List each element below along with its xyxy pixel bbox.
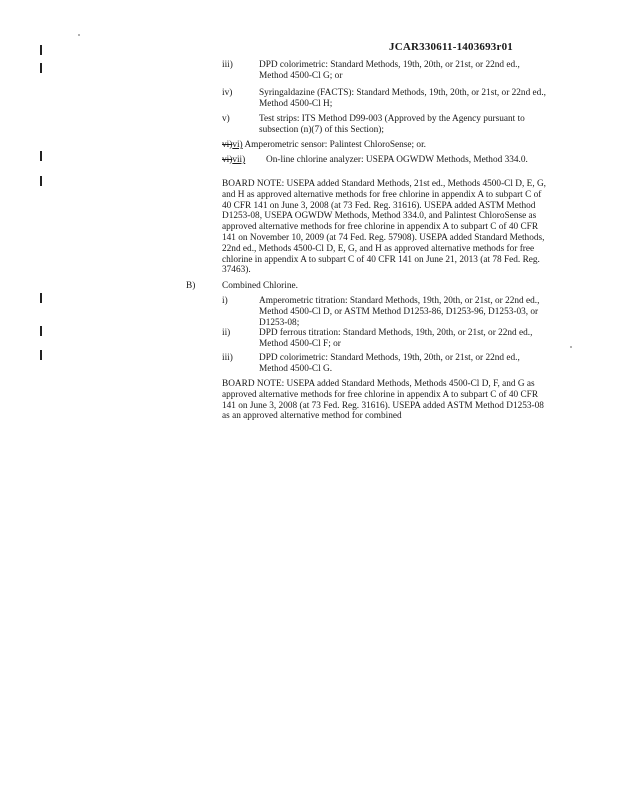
scan-speck — [570, 346, 572, 348]
section-marker: B) — [186, 281, 196, 291]
revision-bar — [40, 293, 42, 303]
inserted-marker: vii) — [232, 155, 246, 165]
revision-bar — [40, 350, 42, 360]
list-item — [222, 114, 547, 136]
list-marker: v) — [222, 114, 230, 124]
document-header-id: JCAR330611-1403693r01 — [389, 41, 513, 53]
struck-marker: vi) — [222, 155, 233, 165]
list-text: Syringaldazine (FACTS): Standard Methods, 19th, 20th, or 21st, or 22nd ed., Method 4500-Cl H; — [259, 88, 546, 109]
list-text: Amperometric titration: Standard Methods, 19th, 20th, or 21st, or 22nd ed., Method 4500-Cl D, or ASTM Method D1253-86, D1253-96, D1253-03, or D1253-08; — [259, 296, 540, 328]
revision-bar — [40, 326, 42, 336]
list-item-amended — [222, 155, 547, 166]
board-note: BOARD NOTE: USEPA added Standard Methods, Methods 4500-Cl D, F, and G as approved alternative methods for free chlorine in appendix A to subpart C of 40 CFR 141 on June 3, 2008 (at 73 Fed. Reg. 31616). USEPA added ASTM Method D1253-08 as an approved alternative method for combined — [222, 379, 544, 422]
struck-marker: vi) — [222, 140, 233, 150]
list-text: DPD colorimetric: Standard Methods, 19th, 20th, or 21st, or 22nd ed., Method 4500-Cl G; or — [259, 60, 520, 81]
inserted-marker: vi) — [232, 140, 243, 150]
revision-bar — [40, 45, 42, 55]
list-item — [222, 353, 547, 375]
revision-bar — [40, 151, 42, 161]
list-marker: iv) — [222, 88, 233, 98]
revision-bar — [40, 176, 42, 186]
list-item — [222, 60, 547, 82]
board-note: BOARD NOTE: USEPA added Standard Methods, 21st ed., Methods 4500-Cl D, E, G, and H as approved alternative methods for free chlorine in appendix A to subpart C of 40 CFR 141 on June 3, 2008 (at 73 Fed. Reg. 31616). USEPA added ASTM Method D1253-08, USEPA OGWDW Methods, Method 334.0, and Palintest ChloroSense as approved alternative methods for free chlorine in appendix A to subpart C of 40 CFR 141 on November 10, 2009 (at 74 Fed. Reg. 57908). USEPA added Standard Methods, 22nd ed., Methods 4500-Cl D, E, G, and H as approved alternative methods for free chlorine in appendix A to subpart C of 40 CFR 141 on June 21, 2013 (at 78 Fed. Reg. 37463). — [222, 179, 547, 276]
list-marker: i) — [222, 296, 228, 306]
scan-speck — [78, 34, 80, 36]
list-item — [222, 296, 547, 328]
list-text: On-line chlorine analyzer: USEPA OGWDW Methods, Method 334.0. — [266, 155, 528, 165]
section-title: Combined Chlorine. — [222, 281, 298, 291]
list-marker: iii) — [222, 353, 233, 363]
list-text: Amperometric sensor: Palintest ChloroSense; or. — [244, 140, 426, 150]
list-text: Test strips: ITS Method D99-003 (Approved by the Agency pursuant to subsection (n)(7) of this Section); — [259, 114, 525, 135]
list-item-amended — [222, 140, 547, 151]
section-heading — [186, 281, 546, 292]
revision-bar — [40, 63, 42, 73]
list-text: DPD ferrous titration: Standard Methods, 19th, 20th, or 21st, or 22nd ed., Method 4500-Cl F; or — [259, 328, 533, 349]
list-item — [222, 88, 547, 110]
list-marker: iii) — [222, 60, 233, 70]
list-item — [222, 328, 547, 350]
list-marker-group — [222, 155, 245, 166]
list-marker: ii) — [222, 328, 231, 338]
list-text: DPD colorimetric: Standard Methods, 19th, 20th, or 21st, or 22nd ed., Method 4500-Cl G. — [259, 353, 520, 374]
